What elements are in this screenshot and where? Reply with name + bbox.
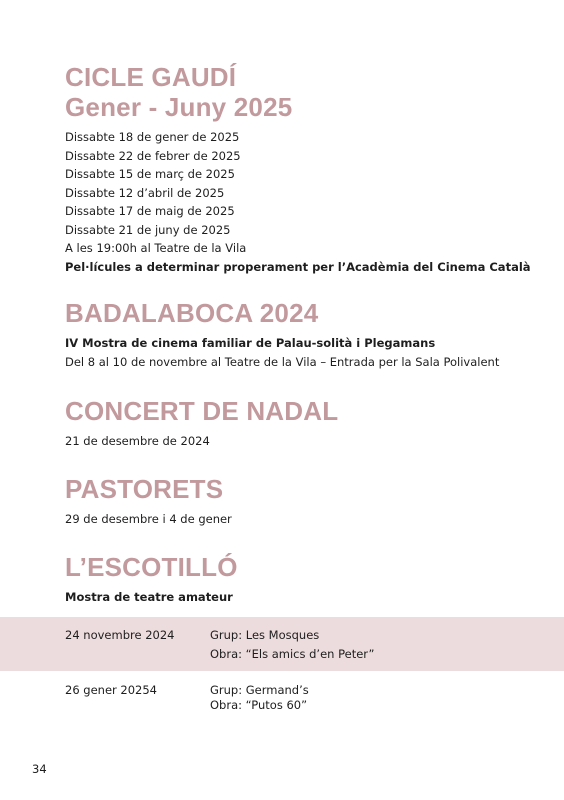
concert-title: CONCERT DE NADAL <box>65 396 339 426</box>
cicle-date: Dissabte 12 d’abril de 2025 <box>65 185 225 200</box>
pastorets-title: PASTORETS <box>65 474 224 504</box>
row-play: Obra: “Els amics d’en Peter” <box>210 647 375 661</box>
table-row <box>0 617 564 671</box>
cicle-date: Dissabte 18 de gener de 2025 <box>65 130 240 144</box>
cicle-date: Dissabte 17 de maig de 2025 <box>65 204 235 218</box>
row-date: 24 novembre 2024 <box>65 628 175 642</box>
cicle-title: CICLE GAUDÍ <box>65 62 237 92</box>
pastorets-section <box>65 474 545 529</box>
cicle-gaudi-section <box>65 62 545 276</box>
badalaboca-section <box>65 298 545 371</box>
concert-section <box>65 396 545 451</box>
row-group: Grup: Germand’s <box>210 683 309 697</box>
page-number: 34 <box>32 762 47 776</box>
cicle-date: Dissabte 21 de juny de 2025 <box>65 222 231 237</box>
cicle-note: Pel·lícules a determinar properament per l’Acadèmia del Cinema Català <box>65 259 531 274</box>
pastorets-date: 29 de desembre i 4 de gener <box>65 512 232 526</box>
escotillo-section <box>65 552 545 607</box>
row-date: 26 gener 20254 <box>65 683 157 697</box>
table-row <box>0 671 564 721</box>
cicle-date: Dissabte 22 de febrer de 2025 <box>65 148 241 163</box>
row-play: Obra: “Putos 60” <box>210 698 308 712</box>
concert-date: 21 de desembre de 2024 <box>65 434 210 448</box>
cicle-subtitle: Gener - Juny 2025 <box>65 92 293 122</box>
badalaboca-details: Del 8 al 10 de novembre al Teatre de la Vila – Entrada per la Sala Polivalent <box>65 354 500 369</box>
badalaboca-subtitle: IV Mostra de cinema familiar de Palau-solità i Plegamans <box>65 336 436 350</box>
badalaboca-title: BADALABOCA 2024 <box>65 298 319 328</box>
cicle-time-place: A les 19:00h al Teatre de la Vila <box>65 241 247 255</box>
escotillo-subtitle: Mostra de teatre amateur <box>65 590 233 604</box>
escotillo-title: L’ESCOTILLÓ <box>65 552 238 582</box>
cicle-date: Dissabte 15 de març de 2025 <box>65 167 235 181</box>
row-group: Grup: Les Mosques <box>210 628 320 642</box>
